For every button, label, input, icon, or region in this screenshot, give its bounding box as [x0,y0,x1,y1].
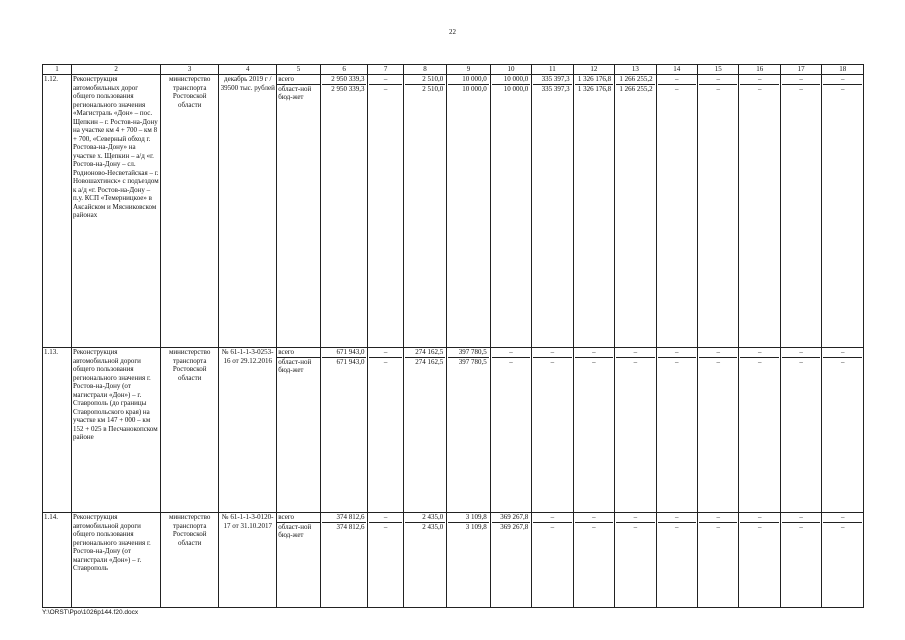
amount-regional: 671 943,0 [322,357,367,367]
amount-regional: – [658,522,696,532]
amount-regional: – [533,357,571,367]
funding-source [277,75,321,348]
amount-regional: 10 000,0 [492,84,530,94]
col-header: 4 [219,65,277,75]
amount-cell [573,513,614,608]
amount-cell [739,348,780,513]
project-name: Реконструкция автомобильных дорог общего пользования регионального значения «Магистраль «Дон» – пос. Щепкин – г. Ростов-на-Дону на участке км 4 + 700 – км 8 + 700, «Северный обход г. Ростова-на-Дону» на участке х. Щепкин – а/д «г. Ростов-на-Дону – сл. Родионово-Несветайская – г. Новошахтинск» с подъездом к а/д «г. Ростов-на-Дону – п.у. КСП «Темерницкое» в Аксайском и Мясниковском районах [72,75,161,348]
amount-total: 397 780,5 [458,348,487,356]
col-header: 15 [698,65,739,75]
amount-cell [615,75,656,348]
amount-cell [739,513,780,608]
amount-total: – [799,513,803,521]
amount-regional: – [616,522,654,532]
executor: министерство транспорта Ростовской области [161,348,219,513]
col-header: 2 [72,65,161,75]
amount-total: – [840,513,845,521]
amount-cell [403,75,447,348]
amount-regional: 3 109,8 [448,522,489,532]
amount-cell [447,75,491,348]
amount-cell [573,348,614,513]
row-number: 1.14. [43,513,72,608]
amount-regional: – [616,357,654,367]
amount-total: – [633,348,638,356]
amount-regional: – [533,522,571,532]
amount-regional: 397 780,5 [448,357,489,367]
amount-regional: – [699,84,737,94]
amount-cell [320,75,368,348]
amount-regional: – [658,84,696,94]
amount-regional: – [369,522,401,532]
amount-total: – [716,513,720,521]
amount-regional: – [369,84,401,94]
amount-total: – [633,513,638,521]
amount-total: – [592,348,596,356]
amount-cell [698,75,739,348]
col-header: 8 [403,65,447,75]
row-number: 1.13. [43,348,72,513]
amount-cell [368,75,403,348]
amount-total: – [757,75,762,83]
amount-cell [403,513,447,608]
amount-regional: – [740,84,778,94]
col-header: 7 [368,65,403,75]
amount-cell [532,513,573,608]
amount-cell [447,348,491,513]
amount-regional: – [823,357,862,367]
amount-cell [780,348,821,513]
amount-cell [656,348,697,513]
amount-regional: – [740,357,778,367]
amount-total: – [716,348,720,356]
project-name: Реконструкция автомобильной дороги общего пользования регионального значения г. Ростов-на-Дону (от магистрали «Дон») – г. Ставрополь [72,513,161,608]
amount-total: – [799,348,803,356]
amount-cell [615,348,656,513]
col-header: 12 [573,65,614,75]
amount-cell [368,513,403,608]
amount-regional: 10 000,0 [448,84,489,94]
col-header: 13 [615,65,656,75]
amount-regional: 374 812,6 [322,522,367,532]
funding-source [277,513,321,608]
amount-total: 335 397,3 [541,75,570,83]
amount-total: 2 950 339,3 [331,75,365,83]
amount-total: 369 267,8 [500,513,529,521]
amount-cell [739,75,780,348]
amount-total: 2 435,0 [422,513,444,521]
amount-total: – [799,75,803,83]
funding-regional-label: област-ной бюд-жет [278,84,312,101]
funding-regional-label: област-ной бюд-жет [278,522,312,539]
amount-cell [320,513,368,608]
amount-cell [490,348,531,513]
amount-total: – [716,75,720,83]
amount-total: – [550,513,555,521]
amount-cell [615,513,656,608]
amount-cell [822,75,864,348]
amount-cell [822,348,864,513]
amount-total: – [383,513,388,521]
amount-regional: 1 326 176,8 [575,84,613,94]
funding-regional-label: област-ной бюд-жет [278,357,312,374]
amount-cell [656,75,697,348]
amount-total: – [550,348,555,356]
amount-cell [490,75,531,348]
amount-total: – [840,348,845,356]
amount-regional: – [658,357,696,367]
amount-cell [780,75,821,348]
amount-total: 3 109,8 [465,513,487,521]
amount-total: 2 510,0 [422,75,444,83]
amount-regional: 274 162,5 [405,357,446,367]
amount-regional: – [782,522,820,532]
amount-cell [822,513,864,608]
amount-total: 1 326 176,8 [577,75,612,83]
col-header: 14 [656,65,697,75]
col-header: 6 [320,65,368,75]
file-path-footer: Y:\ORST\Ppo\1026p144.f20.docx [42,609,139,616]
amount-regional: 1 266 255,2 [616,84,654,94]
col-header: 3 [161,65,219,75]
amount-total: – [757,513,762,521]
col-header: 17 [780,65,821,75]
amount-total: 10 000,0 [503,75,529,83]
amount-regional: 2 435,0 [405,522,446,532]
amount-total: – [757,348,762,356]
page-number: 22 [449,28,456,36]
executor: министерство транспорта Ростовской области [161,75,219,348]
amount-regional: – [699,357,737,367]
amount-cell [320,348,368,513]
amount-regional: – [782,84,820,94]
funding-source [277,348,321,513]
amount-total: 1 266 255,2 [619,75,653,83]
col-header: 10 [490,65,531,75]
table-row [43,348,864,513]
amount-cell [573,75,614,348]
col-header: 1 [43,65,72,75]
amount-cell [656,513,697,608]
col-header: 9 [447,65,491,75]
amount-total: – [592,513,596,521]
amount-total: 10 000,0 [462,75,487,83]
amount-regional: 369 267,8 [492,522,530,532]
amount-regional: – [575,522,613,532]
amount-regional: – [369,357,401,367]
amount-regional: – [492,357,530,367]
amount-total: 671 943,0 [336,348,365,356]
amount-total: 274 162,5 [415,348,444,356]
document-info: декабрь 2019 г / 39500 тыс. рублей [219,75,277,348]
program-table [42,64,864,608]
amount-total: – [509,348,513,356]
amount-cell [780,513,821,608]
executor: министерство транспорта Ростовской области [161,513,219,608]
amount-regional: – [740,522,778,532]
amount-total: – [840,75,845,83]
row-number: 1.12. [43,75,72,348]
amount-total: – [675,348,679,356]
header-row [43,65,864,75]
table-row [43,513,864,608]
amount-regional: 2 950 339,3 [322,84,367,94]
amount-total: 374 812,6 [336,513,365,521]
amount-regional: – [823,84,862,94]
funding-total-label: всего [277,348,320,358]
amount-total: – [675,75,679,83]
amount-total: – [383,348,388,356]
col-header: 16 [739,65,780,75]
document-info: № 61-1-1-3-0120-17 от 31.10.2017 [219,513,277,608]
amount-cell [698,513,739,608]
project-name: Реконструкция автомобильной дороги общего пользования регионального значения г. Ростов-на-Дону (от магистрали «Дон») – г. Ставрополь (до границы Ставропольского края) на участке км 147 + 000 – км 152 + 025 в Песчанокопском районе [72,348,161,513]
amount-cell [532,348,573,513]
amount-cell [403,348,447,513]
col-header: 5 [277,65,321,75]
amount-regional: – [823,522,862,532]
amount-cell [368,348,403,513]
amount-total: – [383,75,388,83]
funding-total-label: всего [277,513,320,523]
amount-regional: 335 397,3 [533,84,571,94]
document-info: № 61-1-1-3-0253-16 от 29.12.2016 [219,348,277,513]
amount-cell [490,513,531,608]
amount-regional: – [575,357,613,367]
col-header: 11 [532,65,573,75]
amount-regional: – [782,357,820,367]
amount-cell [698,348,739,513]
amount-regional: – [699,522,737,532]
amount-cell [532,75,573,348]
amount-regional: 2 510,0 [405,84,446,94]
funding-total-label: всего [277,75,320,85]
amount-total: – [675,513,679,521]
col-header: 18 [822,65,864,75]
amount-cell [447,513,491,608]
table-row [43,75,864,348]
